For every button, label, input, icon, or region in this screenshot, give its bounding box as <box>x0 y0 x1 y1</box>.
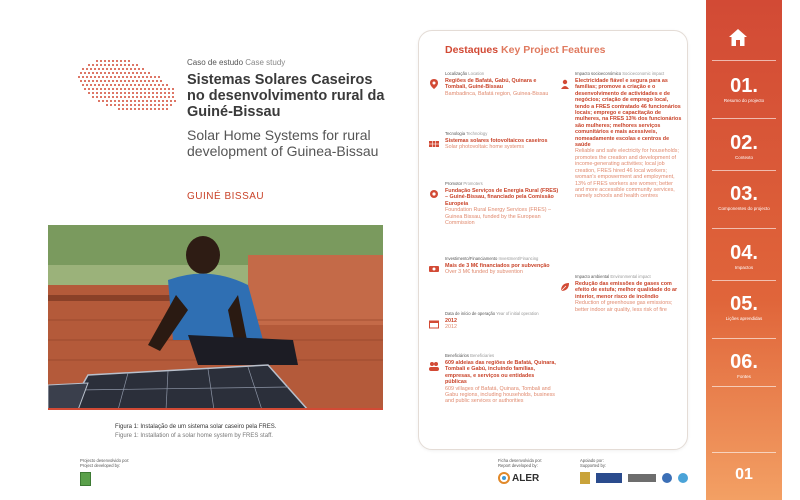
map-dot <box>148 72 150 74</box>
map-dot <box>130 84 132 86</box>
map-dot <box>164 88 166 90</box>
map-dot <box>142 100 144 102</box>
map-dot <box>130 76 132 78</box>
map-dot <box>160 96 162 98</box>
map-dot <box>108 80 110 82</box>
map-dot <box>98 84 100 86</box>
map-dot <box>134 68 136 70</box>
map-dot <box>124 96 126 98</box>
map-dot <box>108 96 110 98</box>
map-dot <box>118 100 120 102</box>
map-dot <box>80 72 82 74</box>
map-dot <box>144 80 146 82</box>
map-dot <box>136 80 138 82</box>
map-dot <box>106 100 108 102</box>
sidebar-divider <box>712 60 776 61</box>
map-dot <box>148 80 150 82</box>
sidebar-divider <box>712 386 776 387</box>
map-dot <box>148 88 150 90</box>
map-dot <box>132 80 134 82</box>
map-dot <box>122 68 124 70</box>
map-dot <box>110 100 112 102</box>
map-dot <box>104 88 106 90</box>
sidebar-divider <box>712 170 776 171</box>
map-dot <box>166 108 168 110</box>
map-dot <box>98 76 100 78</box>
map-dot <box>144 88 146 90</box>
map-dot <box>120 80 122 82</box>
map-dot <box>116 96 118 98</box>
map-dot <box>116 92 118 94</box>
map-dot <box>78 76 80 78</box>
map-dot <box>140 88 142 90</box>
guinea-bissau-map-dots <box>78 60 178 114</box>
map-dot <box>168 92 170 94</box>
nav-item-summary[interactable]: 01. Resumo do projecto <box>723 75 765 103</box>
map-dot <box>116 64 118 66</box>
map-dot <box>146 108 148 110</box>
map-dot <box>146 84 148 86</box>
map-dot <box>138 100 140 102</box>
map-dot <box>116 72 118 74</box>
map-dot <box>88 80 90 82</box>
map-dot <box>132 96 134 98</box>
map-dot <box>96 64 98 66</box>
map-dot <box>90 84 92 86</box>
people-icon <box>429 361 439 371</box>
map-dot <box>158 76 160 78</box>
map-dot <box>150 76 152 78</box>
map-dot <box>104 92 106 94</box>
solar-installation-photo <box>48 225 383 410</box>
map-dot <box>120 60 122 62</box>
map-dot <box>92 80 94 82</box>
map-dot <box>86 76 88 78</box>
map-dot <box>104 80 106 82</box>
map-dot <box>94 84 96 86</box>
map-dot <box>108 92 110 94</box>
map-dot <box>98 68 100 70</box>
map-dot <box>134 108 136 110</box>
map-dot <box>88 72 90 74</box>
map-dot <box>170 104 172 106</box>
map-dot <box>156 92 158 94</box>
map-dot <box>80 80 82 82</box>
sidebar-divider <box>712 452 776 453</box>
map-dot <box>96 88 98 90</box>
feature-promoters: Promotor Promoters Fundação Serviços de Energia Rural (FRES) – Guiné-Bissau, financiado pela Comissão Europeia Foundation Rural Energy Services (FRES) – Guinea Bissau, funded by the European Commission <box>445 181 559 227</box>
map-dot <box>108 60 110 62</box>
feature-year: Data de início de operação Year of initial operation 2012 2012 <box>445 311 539 331</box>
map-dot <box>130 108 132 110</box>
map-dot <box>154 84 156 86</box>
map-dot <box>112 88 114 90</box>
map-dot <box>160 80 162 82</box>
map-dot <box>170 100 172 102</box>
map-dot <box>156 88 158 90</box>
page-number: 01 <box>735 466 753 483</box>
map-dot <box>102 68 104 70</box>
map-dot <box>126 68 128 70</box>
feature-technology: Tecnologia Technology Sistemas solares fotovoltaicos caseiros Solar photovoltaic home systems <box>445 131 548 151</box>
fres-logo <box>80 472 91 486</box>
map-dot <box>144 96 146 98</box>
map-dot <box>122 100 124 102</box>
map-dot <box>126 108 128 110</box>
map-dot <box>88 64 90 66</box>
map-dot <box>124 72 126 74</box>
map-dot <box>110 104 112 106</box>
map-dot <box>138 84 140 86</box>
map-dot <box>140 72 142 74</box>
map-dot <box>132 92 134 94</box>
map-dot <box>128 72 130 74</box>
map-dot <box>120 72 122 74</box>
map-dot <box>86 68 88 70</box>
map-dot <box>128 80 130 82</box>
nav-item-components[interactable]: 03. Componentes do projecto <box>718 183 770 211</box>
map-dot <box>136 92 138 94</box>
map-dot <box>158 84 160 86</box>
map-dot <box>152 92 154 94</box>
map-dot <box>106 76 108 78</box>
map-dot <box>164 92 166 94</box>
nav-item-lessons[interactable]: 05. Lições aprendidas <box>725 293 763 321</box>
map-dot <box>162 100 164 102</box>
map-dot <box>110 84 112 86</box>
map-dot <box>128 88 130 90</box>
map-dot <box>90 68 92 70</box>
map-dot <box>146 76 148 78</box>
map-dot <box>116 80 118 82</box>
supported-by-label: Apoiado por: Supported by: <box>580 458 607 468</box>
map-dot <box>152 96 154 98</box>
map-dot <box>112 96 114 98</box>
map-dot <box>114 76 116 78</box>
figure-caption: Figura 1: Instalação de um sistema solar caseiro pela FRES. Figure 1: Installation of a solar home system by FRES staff. <box>115 424 277 439</box>
map-dot <box>100 96 102 98</box>
map-dot <box>92 88 94 90</box>
map-dot <box>82 68 84 70</box>
map-dot <box>174 100 176 102</box>
map-dot <box>118 84 120 86</box>
supporter-logo-3 <box>628 474 656 482</box>
map-dot <box>88 88 90 90</box>
map-dot <box>108 88 110 90</box>
map-dot <box>86 84 88 86</box>
map-dot <box>126 76 128 78</box>
map-dot <box>96 96 98 98</box>
map-dot <box>102 84 104 86</box>
map-dot <box>138 104 140 106</box>
map-dot <box>102 100 104 102</box>
map-dot <box>130 100 132 102</box>
map-dot <box>108 64 110 66</box>
sidebar-divider <box>712 228 776 229</box>
map-dot <box>112 72 114 74</box>
map-dot <box>96 72 98 74</box>
map-dot <box>120 96 122 98</box>
map-dot <box>100 64 102 66</box>
map-dot <box>144 72 146 74</box>
map-dot <box>138 108 140 110</box>
map-dot <box>110 76 112 78</box>
map-dot <box>108 72 110 74</box>
map-dot <box>142 108 144 110</box>
map-dot <box>82 84 84 86</box>
map-dot <box>114 104 116 106</box>
map-dot <box>154 100 156 102</box>
report-by-label: Ficha desenvolvida por: Report developed by: <box>498 458 543 468</box>
map-dot <box>112 64 114 66</box>
supporter-logo-5 <box>678 473 688 483</box>
map-dot <box>92 72 94 74</box>
map-dot <box>116 88 118 90</box>
map-dot <box>162 104 164 106</box>
map-dot <box>120 92 122 94</box>
key-features-card <box>418 30 688 450</box>
map-dot <box>88 92 90 94</box>
map-dot <box>172 92 174 94</box>
map-dot <box>136 64 138 66</box>
map-dot <box>168 96 170 98</box>
map-dot <box>118 76 120 78</box>
map-dot <box>112 80 114 82</box>
sidebar-divider <box>712 118 776 119</box>
gear-icon <box>429 189 439 199</box>
map-dot <box>110 68 112 70</box>
map-dot <box>162 84 164 86</box>
feature-beneficiaries: Beneficiários Beneficiaries 609 aldeias das regiões de Bafatá, Quinara, Tombali e Gabú, incluindo famílias, empresas, e serviços ou entidades públicas 609 villages of Bafatá, Quinara, Tombali and Gabu regions, including households, business and public services or authorities <box>445 353 556 405</box>
map-dot <box>92 96 94 98</box>
map-dot <box>134 100 136 102</box>
map-dot <box>106 104 108 106</box>
map-dot <box>114 100 116 102</box>
map-dot <box>96 92 98 94</box>
map-dot <box>166 104 168 106</box>
map-dot <box>132 88 134 90</box>
map-dot <box>116 60 118 62</box>
map-dot <box>114 84 116 86</box>
aler-logo: ALER <box>498 472 539 484</box>
map-dot <box>166 100 168 102</box>
map-dot <box>96 60 98 62</box>
map-dot <box>150 84 152 86</box>
developed-by-label: Projecto desenvolvido por: Project developed by: <box>80 458 130 468</box>
nav-item-sources[interactable]: 06. Fontes <box>730 351 758 379</box>
map-dot <box>152 80 154 82</box>
map-dot <box>142 104 144 106</box>
map-dot <box>114 68 116 70</box>
map-dot <box>142 68 144 70</box>
map-dot <box>160 88 162 90</box>
map-dot <box>158 104 160 106</box>
map-dot <box>100 92 102 94</box>
map-dot <box>154 108 156 110</box>
supporter-logo-4 <box>662 473 672 483</box>
title-english: Solar Home Systems for rural development of Guinea-Bissau <box>187 127 379 159</box>
map-dot <box>118 108 120 110</box>
map-dot <box>172 88 174 90</box>
location-pin-icon <box>429 79 439 89</box>
map-dot <box>150 104 152 106</box>
card-title: Destaques Key Project Features <box>445 44 606 56</box>
map-dot <box>154 104 156 106</box>
map-dot <box>152 88 154 90</box>
feature-location: Localização Location Regiões de Bafatá, Gabú, Quinara e Tombali, Guiné-Bissau Bambadinca, Bafatá region, Guinea-Bissau <box>445 71 549 97</box>
map-dot <box>150 100 152 102</box>
map-dot <box>90 76 92 78</box>
supporter-logo-2 <box>596 473 622 483</box>
map-dot <box>82 76 84 78</box>
map-dot <box>122 104 124 106</box>
map-dot <box>148 96 150 98</box>
section-sidebar <box>706 0 782 500</box>
map-dot <box>122 76 124 78</box>
map-dot <box>150 108 152 110</box>
map-dot <box>124 88 126 90</box>
map-dot <box>138 68 140 70</box>
map-dot <box>112 92 114 94</box>
map-dot <box>126 104 128 106</box>
map-dot <box>126 84 128 86</box>
map-dot <box>94 76 96 78</box>
map-dot <box>94 68 96 70</box>
map-dot <box>162 108 164 110</box>
home-icon[interactable] <box>728 28 748 48</box>
map-dot <box>136 96 138 98</box>
map-dot <box>120 88 122 90</box>
map-dot <box>172 96 174 98</box>
supporter-logos <box>580 472 688 484</box>
country-label: GUINÉ BISSAU <box>187 191 265 202</box>
map-dot <box>130 104 132 106</box>
map-dot <box>166 84 168 86</box>
community-icon <box>560 79 570 89</box>
leaf-icon <box>560 282 570 292</box>
title-portuguese: Sistemas Solares Caseiros no desenvolvimento rural da Guiné-Bissau <box>187 72 385 120</box>
map-dot <box>140 96 142 98</box>
map-dot <box>100 80 102 82</box>
map-dot <box>84 72 86 74</box>
nav-item-context[interactable]: 02. Contexto <box>730 132 758 160</box>
map-dot <box>144 92 146 94</box>
map-dot <box>104 64 106 66</box>
map-dot <box>106 68 108 70</box>
map-dot <box>148 92 150 94</box>
map-dot <box>158 108 160 110</box>
map-dot <box>98 100 100 102</box>
map-dot <box>128 60 130 62</box>
map-dot <box>102 76 104 78</box>
map-dot <box>122 84 124 86</box>
map-dot <box>106 84 108 86</box>
map-dot <box>134 84 136 86</box>
map-dot <box>84 88 86 90</box>
map-dot <box>134 76 136 78</box>
map-dot <box>156 96 158 98</box>
map-dot <box>112 60 114 62</box>
map-dot <box>96 80 98 82</box>
feature-socioeconomic-impact: Impacto socioeconómico Socioeconomic impact Electricidade fiável e segura para as famílias; promove a criação e o desenvolvimento de actividades e de negócios; criação de emprego local, tendo a FRES contratado 46 funcionários locais; emprego e capacitação de mulheres, na FRES 13% dos funcionários são mulheres; melhores serviços comunitários e mais acessíveis, nomeadamente escolas e centros de saúde Reliable and safe electricity for households; promotes the creation and development of income-generating activities; local job creation, FRES hired 46 local workers; woman's empowerment and employment, 13% of FRES workers are women; better and more accessible community services, namely schools and health centres <box>575 71 682 200</box>
map-dot <box>128 64 130 66</box>
map-dot <box>134 104 136 106</box>
map-dot <box>100 60 102 62</box>
money-icon <box>429 264 439 274</box>
map-dot <box>118 104 120 106</box>
map-dot <box>132 64 134 66</box>
map-dot <box>84 80 86 82</box>
map-dot <box>168 88 170 90</box>
map-dot <box>140 80 142 82</box>
map-dot <box>124 60 126 62</box>
map-dot <box>120 64 122 66</box>
sidebar-divider <box>712 280 776 281</box>
map-dot <box>142 84 144 86</box>
map-dot <box>104 72 106 74</box>
map-dot <box>128 92 130 94</box>
map-dot <box>142 76 144 78</box>
map-dot <box>130 68 132 70</box>
solar-panel-icon <box>429 139 439 149</box>
map-dot <box>136 72 138 74</box>
map-dot <box>118 68 120 70</box>
map-dot <box>128 96 130 98</box>
supporter-logo-1 <box>580 472 590 484</box>
map-dot <box>146 100 148 102</box>
map-dot <box>92 92 94 94</box>
nav-item-impacts[interactable]: 04. Impactos <box>730 242 758 270</box>
map-dot <box>146 104 148 106</box>
map-dot <box>100 72 102 74</box>
map-dot <box>124 64 126 66</box>
calendar-icon <box>429 319 439 329</box>
map-dot <box>138 76 140 78</box>
map-dot <box>132 72 134 74</box>
map-dot <box>158 100 160 102</box>
map-dot <box>100 88 102 90</box>
map-dot <box>104 60 106 62</box>
map-dot <box>156 80 158 82</box>
map-dot <box>160 92 162 94</box>
map-dot <box>124 92 126 94</box>
map-dot <box>124 80 126 82</box>
map-dot <box>104 96 106 98</box>
map-dot <box>136 88 138 90</box>
case-study-label: Caso de estudo Case study <box>187 58 286 67</box>
sidebar-divider <box>712 338 776 339</box>
map-dot <box>154 76 156 78</box>
map-dot <box>92 64 94 66</box>
feature-environmental-impact: Impacto ambiental Environmental impact Redução das emissões de gases com efeito de estufa; melhor qualidade do ar interior, menor risco de incêndio Reduction of greenhouse gas emissions; better indoor air quality, less risk of fire <box>575 274 678 313</box>
map-dot <box>164 96 166 98</box>
map-dot <box>122 108 124 110</box>
map-dot <box>126 100 128 102</box>
feature-investment: Investimento/Financiamento Investment/Financing Mais de 3 M€ financiados por subvenção Over 3 M€ funded by subvention <box>445 256 550 276</box>
map-dot <box>140 92 142 94</box>
